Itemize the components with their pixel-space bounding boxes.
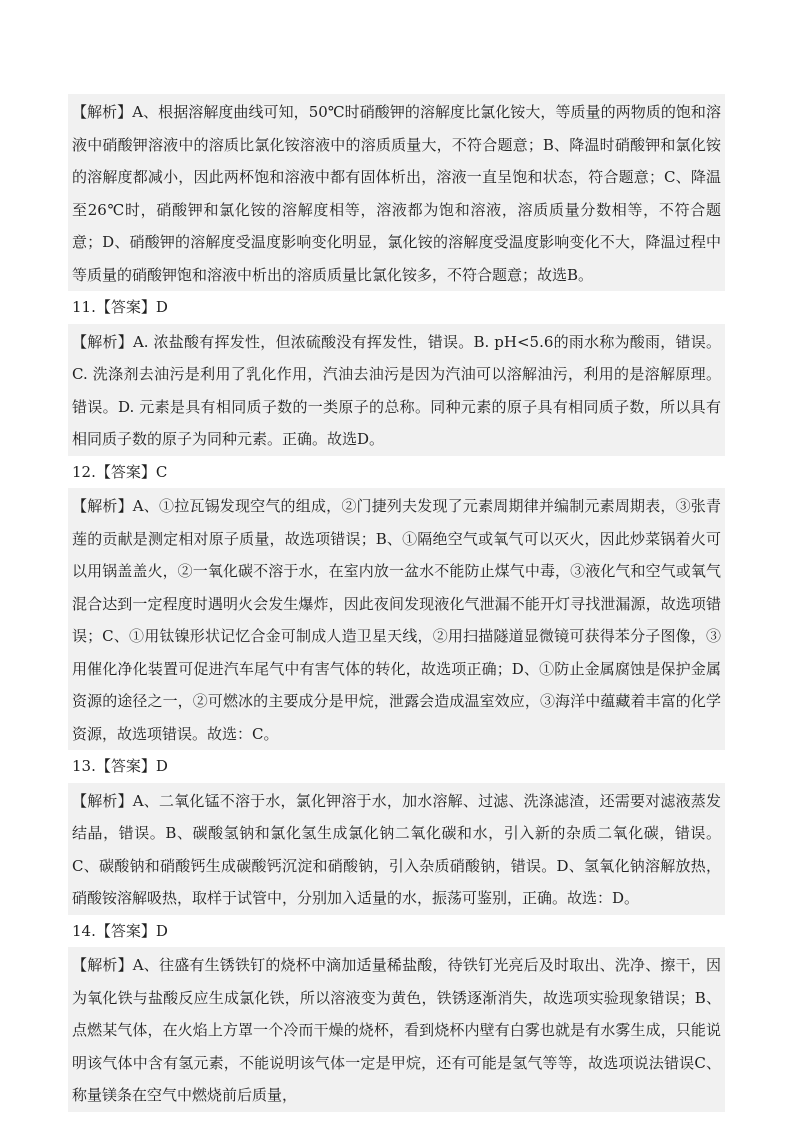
analysis-block-q11 bbox=[68, 324, 725, 456]
analysis-block-q10 bbox=[68, 94, 725, 291]
analysis-paragraph bbox=[68, 488, 725, 750]
analysis-block-q13 bbox=[68, 783, 725, 915]
answer-line-q12: 12.【答案】C bbox=[68, 456, 725, 489]
analysis-tag: 【解析】 bbox=[72, 103, 133, 121]
analysis-block-q12 bbox=[68, 488, 725, 750]
answer-line-q13: 13.【答案】D bbox=[68, 750, 725, 783]
analysis-paragraph bbox=[68, 783, 725, 915]
document-page bbox=[68, 94, 725, 1112]
analysis-paragraph bbox=[68, 947, 725, 1112]
analysis-tag: 【解析】 bbox=[72, 497, 133, 515]
answer-line-q11: 11.【答案】D bbox=[68, 291, 725, 324]
analysis-text: A、往盛有生锈铁钉的烧杯中滴加适量稀盐酸，待铁钉光亮后及时取出、洗净、擦干，因为氧化铁与盐酸反应生成氯化铁，所以溶液变为黄色，铁锈逐渐消失，故选项实验现象错误；B、点燃某气体，在火焰上方罩一个冷而干燥的烧杯，看到烧杯内壁有白雾也就是有水雾生成，只能说明该气体中含有氢元素，不能说明该气体一定是甲烷，还有可能是氢气等等，故选项说法错误C、称量镁条在空气中燃烧前后质量， bbox=[72, 956, 721, 1104]
analysis-text: A、根据溶解度曲线可知，50℃时硝酸钾的溶解度比氯化铵大，等质量的两物质的饱和溶液中硝酸钾溶液中的溶质比氯化铵溶液中的溶质质量大，不符合题意；B、降温时硝酸钾和氯化铵的溶解度都减小，因此两杯饱和溶液中都有固体析出，溶液一直呈饱和状态，符合题意；C、降温至26℃时，硝酸钾和氯化铵的溶解度相等，溶液都为饱和溶液，溶质质量分数相等，不符合题意；D、硝酸钾的溶解度受温度影响变化明显，氯化铵的溶解度受温度影响变化不大，降温过程中等质量的硝酸钾饱和溶液中析出的溶质质量比氯化铵多，不符合题意；故选B。 bbox=[72, 103, 721, 284]
analysis-tag: 【解析】 bbox=[72, 332, 133, 351]
analysis-text: A、二氧化锰不溶于水，氯化钾溶于水，加水溶解、过滤、洗涤滤渣，还需要对滤液蒸发结晶，错误。B、碳酸氢钠和氯化氢生成氯化钠二氧化碳和水，引入新的杂质二氧化碳，错误。C、碳酸钠和硝酸钙生成碳酸钙沉淀和硝酸钠，引入杂质硝酸钠，错误。D、氢氧化钠溶解放热，硝酸铵溶解吸热，取样于试管中，分别加入适量的水，振荡可鉴别，正确。故选：D。 bbox=[72, 791, 721, 907]
analysis-text: A. 浓盐酸有挥发性，但浓硫酸没有挥发性，错误。B. pH<5.6的雨水称为酸雨，错误。C. 洗涤剂去油污是利用了乳化作用，汽油去油污是因为汽油可以溶解油污，利用的是溶解原理。错误。D. 元素是具有相同质子数的一类原子的总称。同种元素的原子具有相同质子数，所以具有相同质子数的原子为同种元素。正确。故选D。 bbox=[72, 332, 721, 448]
analysis-paragraph bbox=[68, 94, 725, 291]
analysis-text: A、①拉瓦锡发现空气的组成，②门捷列夫发现了元素周期律并编制元素周期表，③张青莲的贡献是测定相对原子质量，故选项错误；B、①隔绝空气或氧气可以灭火，因此炒菜锅着火可以用锅盖盖火，②一氧化碳不溶于水，在室内放一盆水不能防止煤气中毒，③液化气和空气或氧气混合达到一定程度时遇明火会发生爆炸，因此夜间发现液化气泄漏不能开灯寻找泄漏源，故选项错误；C、①用钛镍形状记忆合金可制成人造卫星天线，②用扫描隧道显微镜可获得苯分子图像，③用催化净化装置可促进汽车尾气中有害气体的转化，故选项正确；D、①防止金属腐蚀是保护金属资源的途径之一，②可燃冰的主要成分是甲烷，泄露会造成温室效应，③海洋中蕴藏着丰富的化学资源，故选项错误。故选：C。 bbox=[72, 497, 721, 743]
analysis-tag: 【解析】 bbox=[72, 956, 133, 974]
analysis-paragraph bbox=[68, 324, 725, 456]
analysis-block-q14 bbox=[68, 947, 725, 1112]
answer-line-q14: 14.【答案】D bbox=[68, 915, 725, 948]
analysis-tag: 【解析】 bbox=[72, 791, 133, 810]
